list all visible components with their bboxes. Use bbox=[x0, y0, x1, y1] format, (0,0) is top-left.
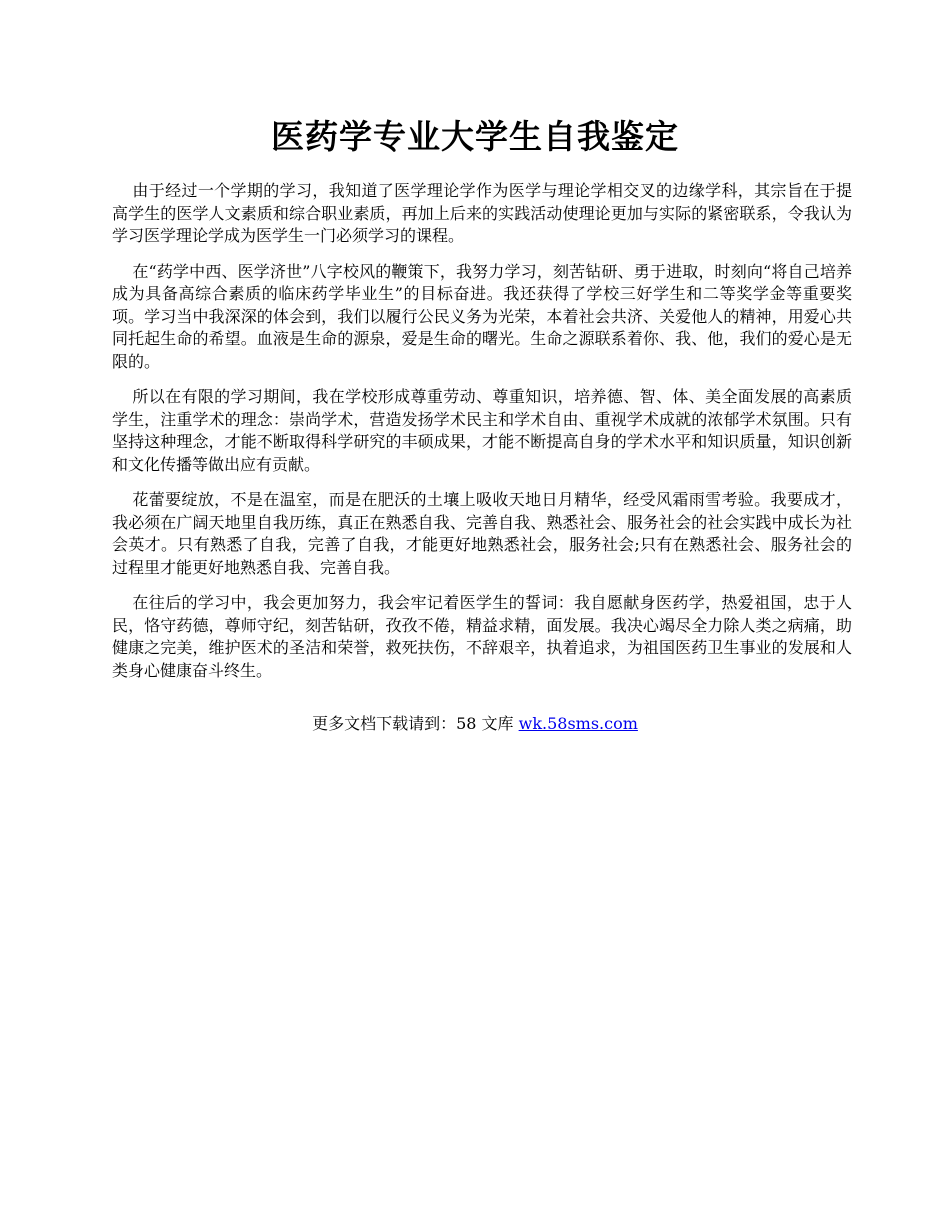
footer-link[interactable]: wk.58sms.com bbox=[518, 714, 638, 733]
paragraph-4: 花蕾要绽放，不是在温室，而是在肥沃的土壤上吸收天地日月精华，经受风霜雨雪考验。我要成才，我必须在广阔天地里自我历练，真正在熟悉自我、完善自我、熟悉社会、服务社会的社会实践中成长为社会英才。只有熟悉了自我，完善了自我，才能更好地熟悉社会，服务社会;只有在熟悉社会、服务社会的过程里才能更好地熟悉自我、完善自我。 bbox=[112, 490, 852, 577]
download-footer bbox=[0, 712, 950, 736]
footer-text: 更多文档下载请到：58 文库 bbox=[312, 714, 519, 733]
paragraph-1: 由于经过一个学期的学习，我知道了医学理论学作为医学与理论学相交叉的边缘学科，其宗旨在于提高学生的医学人文素质和综合职业素质，再加上后来的实践活动使理论更加与实际的紧密联系，令我认为学习医学理论学成为医学生一门必须学习的课程。 bbox=[112, 181, 852, 245]
paragraph-5: 在往后的学习中，我会更加努力，我会牢记着医学生的誓词：我自愿献身医药学，热爱祖国，忠于人民，恪守药德，尊师守纪，刻苦钻研，孜孜不倦，精益求精，面发展。我决心竭尽全力除人类之病痛，助健康之完美，维护医术的圣洁和荣誉，救死扶伤，不辞艰辛，执着追求，为祖国医药卫生事业的发展和人类身心健康奋斗终生。 bbox=[112, 593, 852, 680]
paragraph-3: 所以在有限的学习期间，我在学校形成尊重劳动、尊重知识，培养德、智、体、美全面发展的高素质学生，注重学术的理念：崇尚学术，营造发扬学术民主和学术自由、重视学术成就的浓郁学术氛围。只有坚持这种理念，才能不断取得科学研究的丰硕成果，才能不断提高自身的学术水平和知识质量，知识创新和文化传播等做出应有贡献。 bbox=[112, 387, 852, 474]
document-title: 医药学专业大学生自我鉴定 bbox=[271, 117, 679, 156]
paragraph-2: 在“药学中西、医学济世”八字校风的鞭策下，我努力学习，刻苦钻研、勇于进取，时刻向“将自己培养成为具备高综合素质的临床药学毕业生”的目标奋进。我还获得了学校三好学生和二等奖学金等重要奖项。学习当中我深深的体会到，我们以履行公民义务为光荣，本着社会共济、关爱他人的精神，用爱心共同托起生命的希望。血液是生命的源泉，爱是生命的曙光。生命之源联系着你、我、他，我们的爱心是无限的。 bbox=[112, 261, 852, 371]
document-body bbox=[112, 180, 852, 695]
